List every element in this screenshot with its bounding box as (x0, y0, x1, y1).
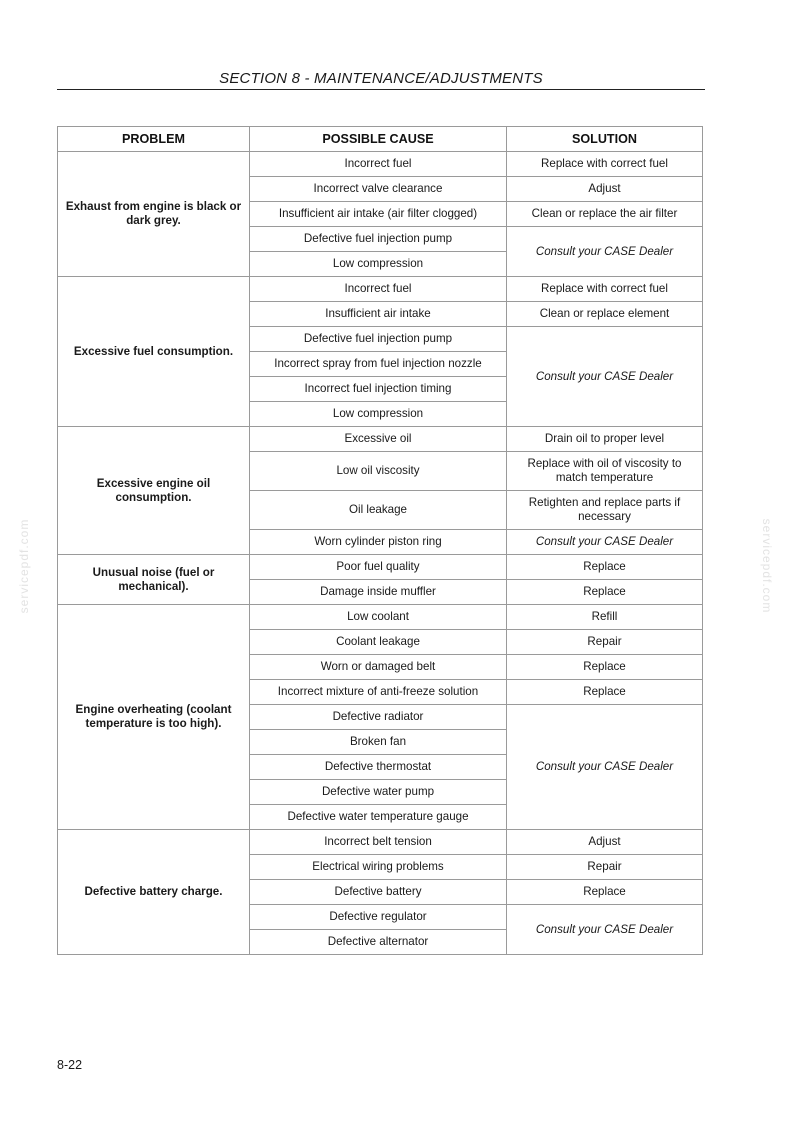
solution-cell: Retighten and replace parts if necessary (507, 491, 703, 530)
solution-cell: Consult your CASE Dealer (507, 705, 703, 830)
cause-cell: Incorrect fuel (250, 152, 507, 177)
watermark-right: servicepdf.com (760, 518, 774, 614)
cause-cell: Insufficient air intake (250, 302, 507, 327)
cause-cell: Damage inside muffler (250, 580, 507, 605)
solution-cell: Consult your CASE Dealer (507, 530, 703, 555)
cause-cell: Defective thermostat (250, 755, 507, 780)
cause-cell: Incorrect mixture of anti-freeze solution (250, 680, 507, 705)
watermark-left: servicepdf.com (17, 518, 31, 614)
cause-cell: Defective water temperature gauge (250, 805, 507, 830)
cause-cell: Electrical wiring problems (250, 855, 507, 880)
cause-cell: Incorrect spray from fuel injection nozzle (250, 352, 507, 377)
solution-cell: Adjust (507, 177, 703, 202)
column-header-possible-cause: POSSIBLE CAUSE (250, 127, 507, 152)
cause-cell: Defective regulator (250, 905, 507, 930)
cause-cell: Insufficient air intake (air filter clogged) (250, 202, 507, 227)
solution-cell: Refill (507, 605, 703, 630)
table-row (58, 555, 703, 580)
solution-cell: Adjust (507, 830, 703, 855)
table-body (58, 152, 703, 955)
cause-cell: Worn cylinder piston ring (250, 530, 507, 555)
cause-cell: Coolant leakage (250, 630, 507, 655)
cause-cell: Defective alternator (250, 930, 507, 955)
problem-cell: Excessive engine oil consumption. (58, 427, 250, 555)
header-rule (57, 89, 705, 90)
solution-cell: Drain oil to proper level (507, 427, 703, 452)
solution-cell: Clean or replace the air filter (507, 202, 703, 227)
cause-cell: Low compression (250, 402, 507, 427)
cause-cell: Incorrect fuel injection timing (250, 377, 507, 402)
solution-cell: Replace (507, 655, 703, 680)
solution-cell: Replace with correct fuel (507, 152, 703, 177)
solution-cell: Consult your CASE Dealer (507, 227, 703, 277)
table-header-row (58, 127, 703, 152)
table-row (58, 427, 703, 452)
problem-cell: Unusual noise (fuel or mechanical). (58, 555, 250, 605)
cause-cell: Low compression (250, 252, 507, 277)
cause-cell: Defective battery (250, 880, 507, 905)
cause-cell: Incorrect valve clearance (250, 177, 507, 202)
solution-cell: Repair (507, 630, 703, 655)
cause-cell: Low oil viscosity (250, 452, 507, 491)
solution-cell: Consult your CASE Dealer (507, 327, 703, 427)
table-row (58, 830, 703, 855)
column-header-solution: SOLUTION (507, 127, 703, 152)
table-row (58, 605, 703, 630)
table-row (58, 277, 703, 302)
solution-cell: Replace with oil of viscosity to match temperature (507, 452, 703, 491)
problem-cell: Engine overheating (coolant temperature is too high). (58, 605, 250, 830)
solution-cell: Clean or replace element (507, 302, 703, 327)
cause-cell: Worn or damaged belt (250, 655, 507, 680)
cause-cell: Defective radiator (250, 705, 507, 730)
page-number: 8-22 (57, 1058, 83, 1072)
problem-cell: Excessive fuel consumption. (58, 277, 250, 427)
solution-cell: Consult your CASE Dealer (507, 905, 703, 955)
problem-cell: Exhaust from engine is black or dark grey. (58, 152, 250, 277)
problem-cell: Defective battery charge. (58, 830, 250, 955)
cause-cell: Defective fuel injection pump (250, 327, 507, 352)
table-row (58, 152, 703, 177)
cause-cell: Excessive oil (250, 427, 507, 452)
section-header: SECTION 8 - MAINTENANCE/ADJUSTMENTS (219, 70, 543, 87)
cause-cell: Defective water pump (250, 780, 507, 805)
cause-cell: Defective fuel injection pump (250, 227, 507, 252)
solution-cell: Replace (507, 880, 703, 905)
solution-cell: Replace (507, 580, 703, 605)
cause-cell: Poor fuel quality (250, 555, 507, 580)
troubleshooting-table (57, 126, 703, 955)
solution-cell: Replace (507, 555, 703, 580)
solution-cell: Replace (507, 680, 703, 705)
cause-cell: Oil leakage (250, 491, 507, 530)
cause-cell: Incorrect fuel (250, 277, 507, 302)
cause-cell: Incorrect belt tension (250, 830, 507, 855)
column-header-problem: PROBLEM (58, 127, 250, 152)
solution-cell: Repair (507, 855, 703, 880)
cause-cell: Broken fan (250, 730, 507, 755)
cause-cell: Low coolant (250, 605, 507, 630)
solution-cell: Replace with correct fuel (507, 277, 703, 302)
